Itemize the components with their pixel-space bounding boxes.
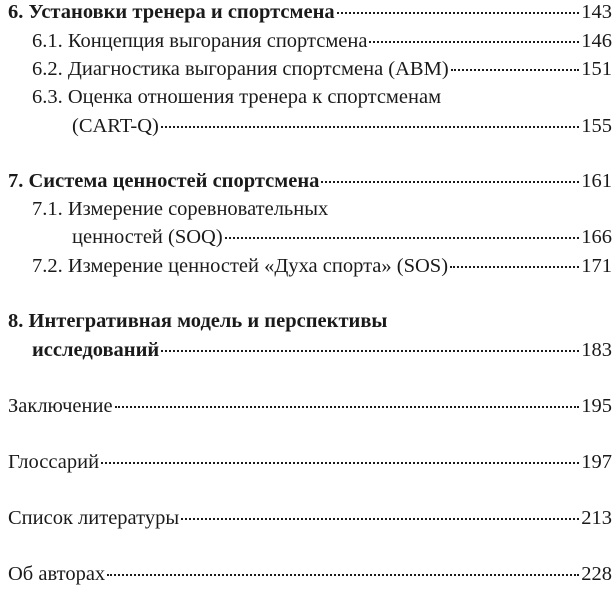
- toc-chapter-6[interactable]: [8, 2, 612, 28]
- section-title: 7.2. Измерение ценностей «Духа спорта» (SOS): [32, 255, 449, 277]
- toc-references[interactable]: [8, 508, 612, 534]
- entry-title: Глоссарий: [8, 451, 100, 473]
- toc-section-7-1-line2[interactable]: [72, 227, 612, 253]
- toc-about-authors[interactable]: [8, 564, 612, 590]
- dot-leader: [451, 68, 580, 71]
- dot-leader: [101, 461, 579, 464]
- chapter-title: 6. Установки тренера и спортсмена: [8, 1, 335, 23]
- dot-leader: [115, 405, 580, 408]
- page-number: 161: [581, 170, 612, 192]
- dot-leader: [369, 40, 579, 43]
- toc-section-6-1[interactable]: [32, 31, 612, 57]
- section-title: 7.1. Измерение соревновательных: [32, 198, 329, 220]
- section-title: 6.3. Оценка отношения тренера к спортсменам: [32, 86, 442, 108]
- dot-leader: [181, 517, 579, 520]
- page-number: 228: [581, 563, 612, 585]
- page-number: 166: [581, 226, 612, 248]
- section-title-continued: (CART-Q): [72, 115, 159, 137]
- section-title-continued: ценностей (SOQ): [72, 226, 223, 248]
- dot-leader: [107, 573, 579, 576]
- page-number: 143: [581, 1, 612, 23]
- toc-conclusion[interactable]: [8, 396, 612, 422]
- dot-leader: [321, 180, 579, 183]
- toc-chapter-8-line2[interactable]: [32, 340, 612, 366]
- section-title: 6.2. Диагностика выгорания спортсмена (ABM): [32, 58, 449, 80]
- page-number: 197: [581, 451, 612, 473]
- page-number: 155: [581, 115, 612, 137]
- section-title: 6.1. Концепция выгорания спортсмена: [32, 30, 368, 52]
- toc-section-6-2[interactable]: [32, 59, 612, 85]
- page-number: 146: [581, 30, 612, 52]
- toc-chapter-8-line1[interactable]: [8, 311, 612, 337]
- toc-section-6-3-line2[interactable]: [72, 116, 612, 142]
- toc-chapter-7[interactable]: [8, 171, 612, 197]
- toc-glossary[interactable]: [8, 452, 612, 478]
- entry-title: Заключение: [8, 395, 113, 417]
- dot-leader: [225, 236, 580, 239]
- page-number: 213: [581, 507, 612, 529]
- entry-title: Список литературы: [8, 507, 180, 529]
- chapter-title: 7. Система ценностей спортсмена: [8, 170, 320, 192]
- dot-leader: [161, 349, 579, 352]
- entry-title: Об авторах: [8, 563, 106, 585]
- page-number: 195: [581, 395, 612, 417]
- toc-section-7-1-line1[interactable]: [32, 199, 612, 225]
- toc-section-6-3-line1[interactable]: [32, 87, 612, 113]
- toc-section-7-2[interactable]: [32, 256, 612, 282]
- page-number: 183: [581, 339, 612, 361]
- chapter-title: 8. Интегративная модель и перспективы: [8, 310, 388, 332]
- dot-leader: [337, 11, 580, 14]
- dot-leader: [450, 265, 579, 268]
- dot-leader: [161, 125, 579, 128]
- chapter-title-continued: исследований: [32, 339, 160, 361]
- page-number: 151: [581, 58, 612, 80]
- page-number: 171: [581, 255, 612, 277]
